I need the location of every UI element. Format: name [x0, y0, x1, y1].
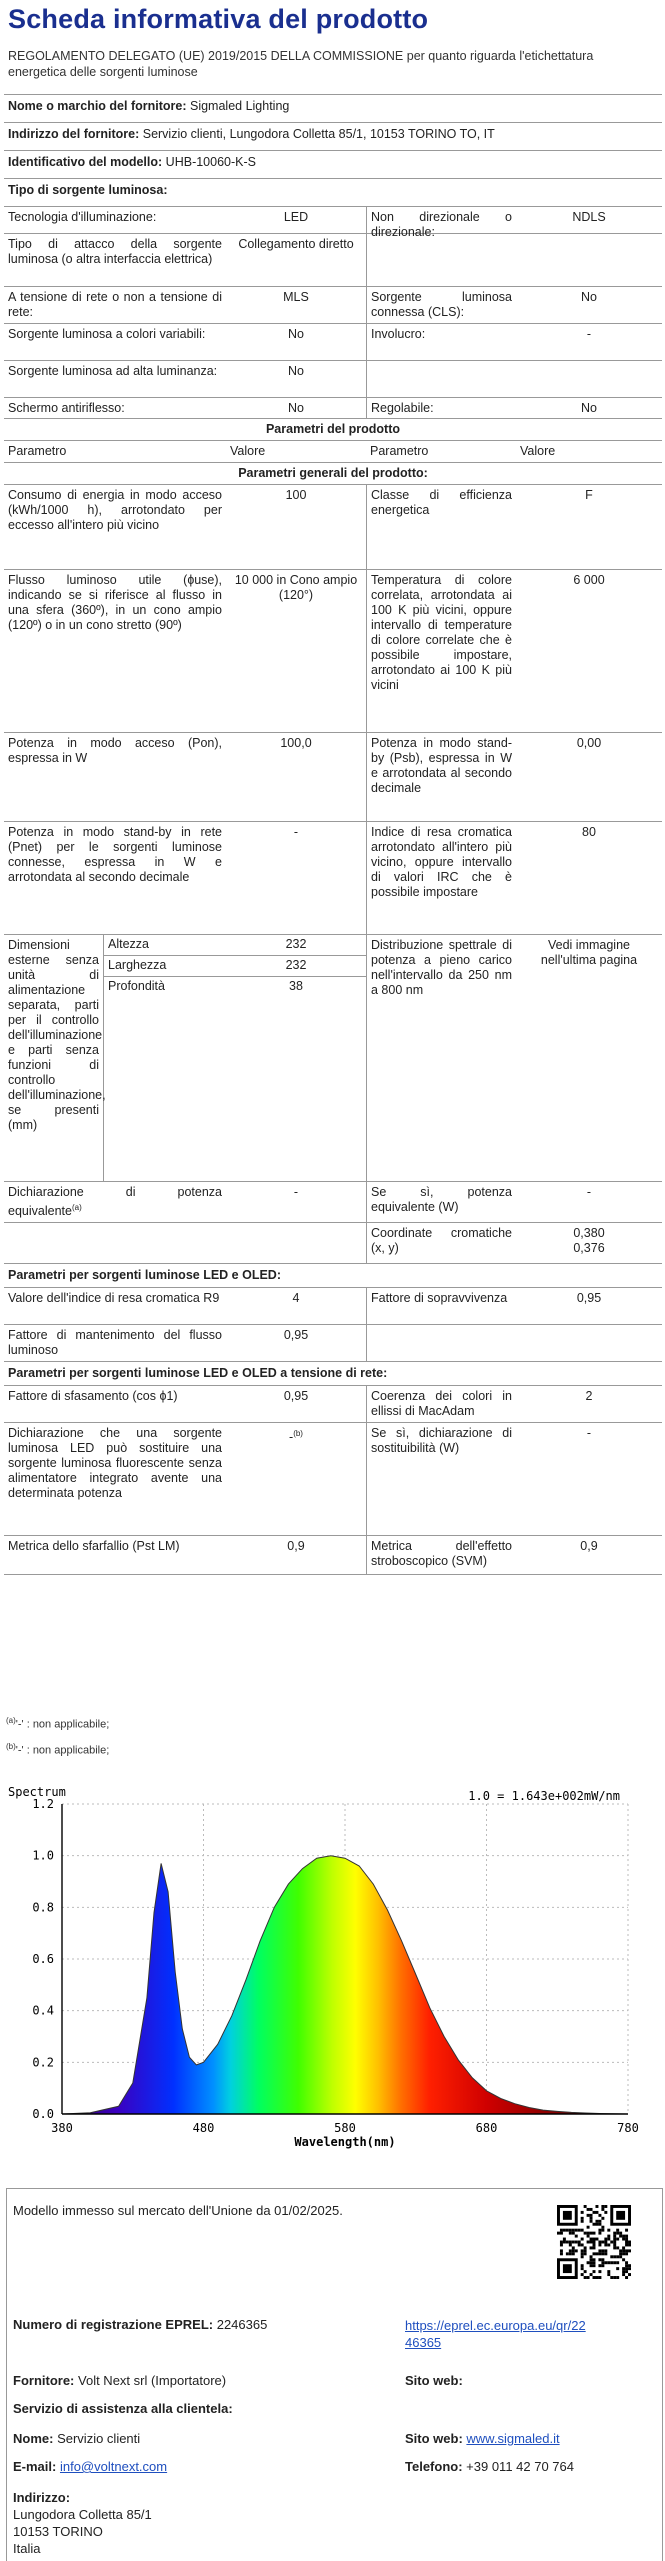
type-value-2: NDLS [572, 210, 606, 224]
model-value: UHB-10060-K-S [165, 155, 256, 169]
website-label: Sito web: [405, 2373, 463, 2388]
type-label-1: Sorgente luminosa ad alta luminanza: [8, 364, 218, 378]
supplier-name-value: Sigmaled Lighting [189, 99, 290, 113]
service-site-label: Sito web: [405, 2431, 463, 2446]
type-value-2: - [586, 327, 592, 341]
chart-title: Spectrum [8, 1785, 66, 1799]
equivalent-power-rows [4, 1182, 662, 1264]
type-label-1: A tensione di rete o non a tensione di rete: [8, 290, 222, 319]
dimension-name: Larghezza [104, 956, 226, 977]
mains-label-2: Se sì, dichiarazione di sostituibilità (W) [366, 1423, 516, 1535]
general-value-2: 0,00 [576, 736, 602, 750]
general-label-1: Consumo di energia in modo acceso (kWh/1000 h), arrotondato per eccesso all'intero più vicino [8, 488, 222, 532]
equiv-label-1: Dichiarazione di potenza equivalente$^{(a)}$ [8, 1185, 222, 1219]
general-row [4, 733, 662, 822]
eprel-reg-label: Numero di registrazione EPREL: [13, 2317, 214, 2332]
general-label-2: Temperatura di colore correlata, arrotondata ai 100 K più vicini, oppure intervallo di temperature di colore correlate che è possibile impostare, arrotondato ai 100 K più vicini [366, 570, 516, 732]
supplier-value: Volt Next srl (Importatore) [78, 2373, 227, 2388]
service-name-value: Servizio clienti [57, 2431, 141, 2446]
col-param-1: Parametro [8, 444, 67, 458]
general-label-2: Potenza in modo stand-by (Psb), espressa in W e arrotondata al secondo decimale [366, 733, 516, 821]
mains-value-1: -$^{(b)}$ [289, 1429, 303, 1445]
type-value-1: Collegamento diretto [238, 237, 354, 251]
supplier-name-row [4, 95, 662, 123]
address-line-3: Italia [13, 2541, 41, 2556]
email-link[interactable]: info@voltnext.com [59, 2459, 168, 2474]
equiv-value-2: - [586, 1185, 592, 1199]
footnote [6, 1736, 109, 1762]
dimensions-label: Dimensioni esterne senza unità di alimentazione separata, parti per il controllo dell'illuminazione e parti senza funzioni di controllo dell'illuminazione, se presenti (mm) [4, 935, 104, 1181]
equiv-row [4, 1223, 662, 1264]
phone-value: +39 011 42 70 764 [466, 2459, 574, 2474]
equiv-label-1 [4, 1223, 226, 1263]
footnote-mark: (a) [71, 1203, 82, 1212]
mains-label-2: Coerenza dei colori in ellissi di MacAdam [366, 1386, 516, 1422]
type-row [4, 207, 662, 239]
service-site-link[interactable]: www.sigmaled.it [466, 2431, 560, 2446]
type-value-1: No [288, 327, 304, 341]
type-label-2 [366, 361, 516, 397]
equiv-value-1 [226, 1223, 366, 1263]
mains-row [4, 1536, 662, 1575]
led-label-1: Fattore di mantenimento del flusso luminoso [8, 1328, 222, 1357]
footnote-mark: (a) [6, 1716, 16, 1725]
mains-param-rows [4, 1386, 662, 1575]
page-title: Scheda informativa del prodotto [8, 4, 429, 34]
type-label-2: Involucro: [366, 324, 516, 360]
col-param-2: Parametro [370, 444, 429, 458]
type-row [4, 287, 662, 324]
customer-service-title: Servizio di assistenza alla clientela: [13, 2401, 233, 2416]
led-value-2 [516, 1325, 662, 1361]
x-axis-label: Wavelength(nm) [294, 2135, 396, 2149]
qr-code-icon[interactable] [557, 2205, 631, 2279]
y-tick-label: 0.0 [32, 2107, 54, 2121]
y-tick-label: 0.8 [32, 1900, 54, 1915]
type-label-1: Tipo di attacco della sorgente luminosa (o altra interfaccia elettrica) [8, 237, 222, 266]
mains-section-title: Parametri per sorgenti luminose LED e OLED a tensione di rete: [4, 1362, 662, 1386]
supplier-address-label: Indirizzo del fornitore: [8, 127, 140, 141]
general-row [4, 822, 662, 935]
general-value-1: 10 000 in Cono ampio (120°) [234, 573, 358, 602]
general-param-rows [4, 485, 662, 935]
dimension-value: 38 [289, 979, 303, 993]
equiv-label-2: Se sì, potenza equivalente (W) [366, 1182, 516, 1222]
x-tick-label: 680 [475, 2121, 498, 2135]
type-row [4, 361, 662, 398]
mains-value-2: 2 [585, 1389, 593, 1403]
mains-label-1: Fattore di sfasamento (cos ϕ1) [8, 1389, 178, 1403]
general-label-1: Potenza in modo acceso (Pon), espressa in W [8, 736, 222, 765]
general-row [4, 570, 662, 733]
y-tick-label: 0.4 [32, 2003, 54, 2018]
dimension-name: Altezza [104, 935, 226, 956]
params-column-header [4, 441, 662, 463]
mains-value-1: 0,95 [283, 1389, 309, 1403]
footnote-mark: (b) [6, 1741, 16, 1751]
y-tick-label: 0.2 [32, 2055, 54, 2070]
dimensions-row [4, 935, 662, 1182]
y-tick-label: 1.2 [32, 1797, 54, 1811]
regulation-subtitle: REGOLAMENTO DELEGATO (UE) 2019/2015 DELLA COMMISSIONE per quanto riguarda l'etichettatura energetica delle sorgenti luminose [8, 49, 594, 79]
footnote [6, 1710, 109, 1736]
eprel-link[interactable]: https://eprel.ec.europa.eu/qr/22 46365 [405, 2318, 586, 2350]
service-name-label: Nome: [13, 2431, 54, 2446]
led-row [4, 1325, 662, 1362]
general-value-2: 80 [582, 825, 596, 839]
led-value-1: 0,95 [283, 1328, 309, 1342]
col-value-1: Valore [230, 444, 266, 458]
led-row [4, 1288, 662, 1325]
type-label-2: Non direzionale o direzionale: [366, 207, 516, 243]
market-date-text: Modello immesso sul mercato dell'Unione da 01/02/2025. [13, 2203, 343, 2218]
supplier-address-value: Servizio clienti, Lungodora Colletta 85/1, 10153 TORINO TO, IT [142, 127, 495, 141]
model-row [4, 151, 662, 179]
eprel-info-box [6, 2188, 663, 2561]
mains-label-2: Metrica dell'effetto stroboscopico (SVM) [366, 1536, 516, 1574]
equiv-label-2: Coordinate cromatiche (x, y) [366, 1223, 516, 1263]
type-value-2 [516, 234, 662, 286]
x-tick-label: 580 [334, 2121, 356, 2135]
type-label-1: Tecnologia d'illuminazione: [8, 210, 157, 224]
led-param-rows [4, 1288, 662, 1362]
led-value-1: 4 [292, 1291, 300, 1305]
type-value-2 [516, 361, 662, 397]
footnote-text: '-' : non applicabile; [15, 1718, 110, 1731]
col-value-2: Valore [520, 444, 556, 458]
general-value-2: 6 000 [573, 573, 605, 587]
spectrum-chart-svg [0, 1772, 665, 2152]
phone-label: Telefono: [405, 2459, 463, 2474]
address-line-2: 10153 TORINO [13, 2524, 103, 2539]
type-value-1: No [288, 364, 304, 378]
type-label-2: Regolabile: [366, 398, 516, 419]
general-label-2: Indice di resa cromatica arrotondato all'intero più vicino, oppure intervallo di valori IRC che è possibile impostare [366, 822, 516, 934]
general-value-1: 100 [285, 488, 307, 502]
mains-label-1: Dichiarazione che una sorgente luminosa LED può sostituire una sorgente luminosa fluorescente senza alimentatore integrato avente una determinata potenza [8, 1426, 222, 1500]
equiv-value-1: - [293, 1185, 299, 1199]
x-tick-label: 380 [51, 2121, 73, 2135]
mains-label-1: Metrica dello sfarfallio (Pst LM) [8, 1539, 180, 1553]
model-label: Identificativo del modello: [8, 155, 163, 169]
source-type-rows [4, 207, 662, 419]
x-tick-label: 780 [617, 2121, 639, 2135]
supplier-name-label: Nome o marchio del fornitore: [8, 99, 187, 113]
equiv-value-2: 0,380 0,376 [573, 1226, 605, 1255]
footnotes [6, 1710, 109, 1761]
footnote-text: '-' : non applicabile; [15, 1744, 110, 1757]
footnote-mark: (b) [293, 1429, 303, 1438]
general-value-1: - [293, 825, 299, 839]
type-label-1: Sorgente luminosa a colori variabili: [8, 327, 206, 341]
dimension-value: 232 [226, 956, 366, 977]
type-label-1: Schermo antiriflesso: [8, 401, 125, 415]
y-tick-label: 1.0 [32, 1848, 54, 1863]
supplier-label: Fornitore: [13, 2373, 75, 2388]
led-section-title: Parametri per sorgenti luminose LED e OLED: [4, 1264, 662, 1288]
led-value-2: 0,95 [576, 1291, 602, 1305]
source-type-header: Tipo di sorgente luminosa: [4, 179, 662, 207]
general-params-title: Parametri generali del prodotto: [4, 463, 662, 485]
mains-row [4, 1423, 662, 1536]
type-row [4, 234, 662, 287]
type-value-2: No [581, 401, 597, 415]
type-value-1: LED [283, 210, 309, 224]
general-value-2: F [585, 488, 593, 502]
led-label-1: Valore dell'indice di resa cromatica R9 [8, 1291, 220, 1305]
general-label-1: Flusso luminoso utile (ɸuse), indicando se si riferisce al flusso in una sfera (360º), in un cono ampio (120º) o in un cono stretto (90º) [8, 573, 222, 632]
email-label: E-mail: [13, 2459, 57, 2474]
mains-row [4, 1386, 662, 1423]
eprel-reg-value: 2246365 [216, 2317, 268, 2332]
spectrum-chart [0, 1772, 665, 2152]
spectral-distribution-value: Vedi immagine nell'ultima pagina [540, 938, 638, 967]
mains-value-2: 0,9 [580, 1539, 598, 1553]
type-label-2 [366, 234, 516, 286]
mains-value-2: - [586, 1426, 592, 1440]
equiv-row [4, 1182, 662, 1223]
chart-annotation: 1.0 = 1.643e+002mW/nm [468, 1789, 620, 1803]
spectrum-area [62, 1856, 628, 2114]
general-label-2: Classe di efficienza energetica [366, 485, 516, 569]
address-label: Indirizzo: [13, 2490, 71, 2505]
type-row [4, 398, 662, 419]
y-tick-label: 0.6 [32, 1952, 54, 1966]
type-row [4, 324, 662, 361]
led-label-2 [366, 1325, 516, 1361]
type-value-1: MLS [283, 290, 309, 304]
dimension-names [104, 935, 226, 997]
type-value-1: No [288, 401, 304, 415]
type-label-2: Sorgente luminosa connessa (CLS): [366, 287, 516, 323]
product-info-table [4, 94, 662, 1575]
dimension-name: Profondità [108, 979, 165, 993]
x-tick-label: 480 [192, 2121, 215, 2135]
mains-value-1: 0,9 [287, 1539, 305, 1553]
supplier-address-row [4, 123, 662, 151]
general-row [4, 485, 662, 570]
led-label-2: Fattore di sopravvivenza [366, 1288, 516, 1324]
product-params-title: Parametri del prodotto [4, 419, 662, 441]
general-value-1: 100,0 [280, 736, 312, 750]
dimension-value: 232 [226, 935, 366, 956]
general-label-1: Potenza in modo stand-by in rete (Pnet) per le sorgenti luminose connesse, espressa in W e arrotondata al secondo decimale [8, 825, 222, 884]
spectral-distribution-label: Distribuzione spettrale di potenza a pieno carico nell'intervallo da 250 nm a 800 nm [366, 935, 516, 1181]
dimension-values [226, 935, 366, 997]
address-line-1: Lungodora Colletta 85/1 [13, 2507, 152, 2522]
type-value-2: No [581, 290, 597, 304]
